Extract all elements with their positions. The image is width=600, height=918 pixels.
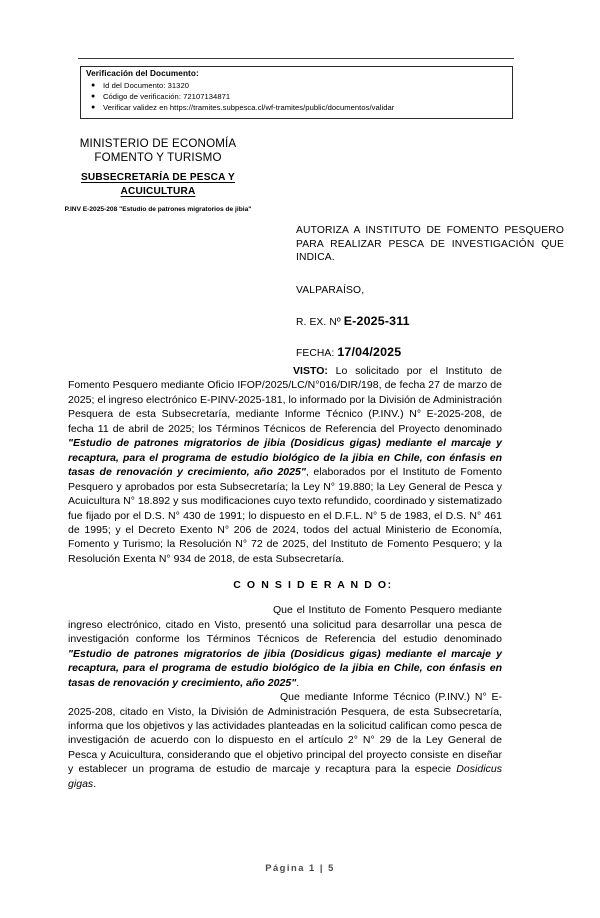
subsecretaria-line-1: SUBSECRETARÍA DE PESCA Y — [81, 172, 235, 183]
bullet-icon: ● — [91, 103, 96, 111]
resolution-number: E-2025-311 — [343, 313, 410, 328]
visto-text-part-2: , elaborados por el Instituto de Fomento Pesquero y aprobados por esta Subsecretaría; la Ley N° 19.880; la Ley General de Pesca y Acuicultura N° 18.892 y sus modificaciones cuyo texto refundido, coordinado y sistematizado fue fijado por el D.S. N° 430 de 1991; lo dispuesto en el D.F.L. N° 5 de 1983, el D.S. N° 461 de 1995; y el Decreto Exento N° 206 de 2024, todos del actual Ministerio de Economía, Fomento y Turismo; la Resolución N° 72 de 2025, del Instituto de Fomento Pesquero; y la Resolución Exenta N° 934 de 2018, de esta Subsecretaría. — [68, 466, 502, 565]
masthead — [32, 137, 284, 215]
verification-item-text: Id del Documento: 31320 — [103, 81, 190, 90]
subsecretaria-heading — [32, 171, 284, 199]
page-footer: Página 1 | 5 — [265, 862, 335, 873]
visto-text-part-1: Lo solicitado por el Instituto de Fomento Pesquero mediante Oficio IFOP/2025/LC/N°016/DIR/198, de fecha 27 de marzo de 2025; el ingreso electrónico E-PINV-2025-181, lo informado por la División de Administración Pesquera de esta Subsecretaría, mediante Informe Técnico (P.INV.) N° E-2025-208, de fecha 11 de abril de 2025; los Términos Técnicos de Referencia del Proyecto denominado — [68, 365, 502, 435]
study-title-visto: "Estudio de patrones migratorios de jibia (Dosidicus gigas) mediante el marcaje y recaptura, para el programa de estudio biológico de la jibia en Chile, con énfasis en tasas de renovación y crecimiento, año 2025" — [68, 437, 502, 479]
project-reference-label: P.INV E-2025-208 "Estudio de patrones migratorios de jibia" — [64, 206, 252, 213]
ministry-line-1: MINISTERIO DE ECONOMÍA — [79, 137, 237, 150]
paragraph-considerando-2 — [68, 690, 502, 791]
city-line: VALPARAÍSO, — [296, 284, 365, 296]
visto-label: VISTO: — [293, 365, 328, 377]
date-value: 17/04/2025 — [337, 344, 402, 359]
verification-title: Verificación del Documento: — [86, 69, 199, 78]
resolution-number-line — [296, 314, 564, 328]
considerando-2-tail: . — [93, 777, 97, 790]
verification-item-code — [91, 92, 231, 101]
verification-top-rule — [78, 58, 514, 59]
study-title-considerando: "Estudio de patrones migratorios de jibia (Dosidicus gigas) mediante el marcaje y recaptura, para el programa de estudio biológico de la jibia en Chile, con énfasis en tasas de renovación y crecimiento, año 2025" — [68, 647, 502, 689]
subsecretaria-line-2: ACUICULTURA — [120, 186, 196, 197]
paragraph-considerando-1 — [68, 603, 502, 690]
resolution-label: R. EX. Nº — [296, 316, 341, 328]
bullet-icon: ● — [91, 92, 96, 100]
considerando-2-text: Que mediante Informe Técnico (P.INV.) N° E-2025-208, citado en Visto, la División de Administración Pesquera, de esta Subsecretaría, informa que los objetivos y las actividades planteadas en la solicitud califican como pesca de investigación de acuerdo con lo dispuesto en el artículo 2° N° 29 de la Ley General de Pesca y Acuicultura, considerando que el objetivo principal del proyecto consiste en diseñar y establecer un programa de estudio de marcaje y recaptura para la especie — [68, 691, 502, 776]
ministry-line-2: FOMENTO Y TURISMO — [94, 151, 222, 164]
document-body — [68, 364, 502, 791]
species-name: Dosidicus gigas — [68, 763, 502, 790]
bullet-icon: ● — [91, 81, 96, 89]
verification-box — [80, 66, 513, 119]
considerando-heading: C O N S I D E R A N D O: — [233, 579, 393, 592]
date-label: FECHA: — [296, 347, 335, 359]
verification-item-document-id — [91, 81, 190, 90]
verification-item-text: Verificar validez en https://tramites.subpesca.cl/wf-tramites/public/documentos/validar — [103, 103, 395, 112]
paragraph-visto — [68, 364, 502, 566]
considerando-1-tail: . — [296, 676, 300, 689]
verification-item-text: Código de verificación: 72107134871 — [103, 92, 231, 101]
authorize-title: AUTORIZA A INSTITUTO DE FOMENTO PESQUERO PARA REALIZAR PESCA DE INVESTIGACIÓN QUE INDICA. — [296, 225, 564, 264]
date-line — [296, 345, 564, 359]
resolution-header — [296, 224, 564, 359]
verification-item-validation-url — [91, 103, 395, 112]
considerando-1-text: Que el Instituto de Fomento Pesquero mediante ingreso electrónico, citado en Visto, presentó una solicitud para desarrollar una pesca de investigación conforme los Términos Técnicos de Referencia del estudio denominado — [68, 604, 502, 646]
